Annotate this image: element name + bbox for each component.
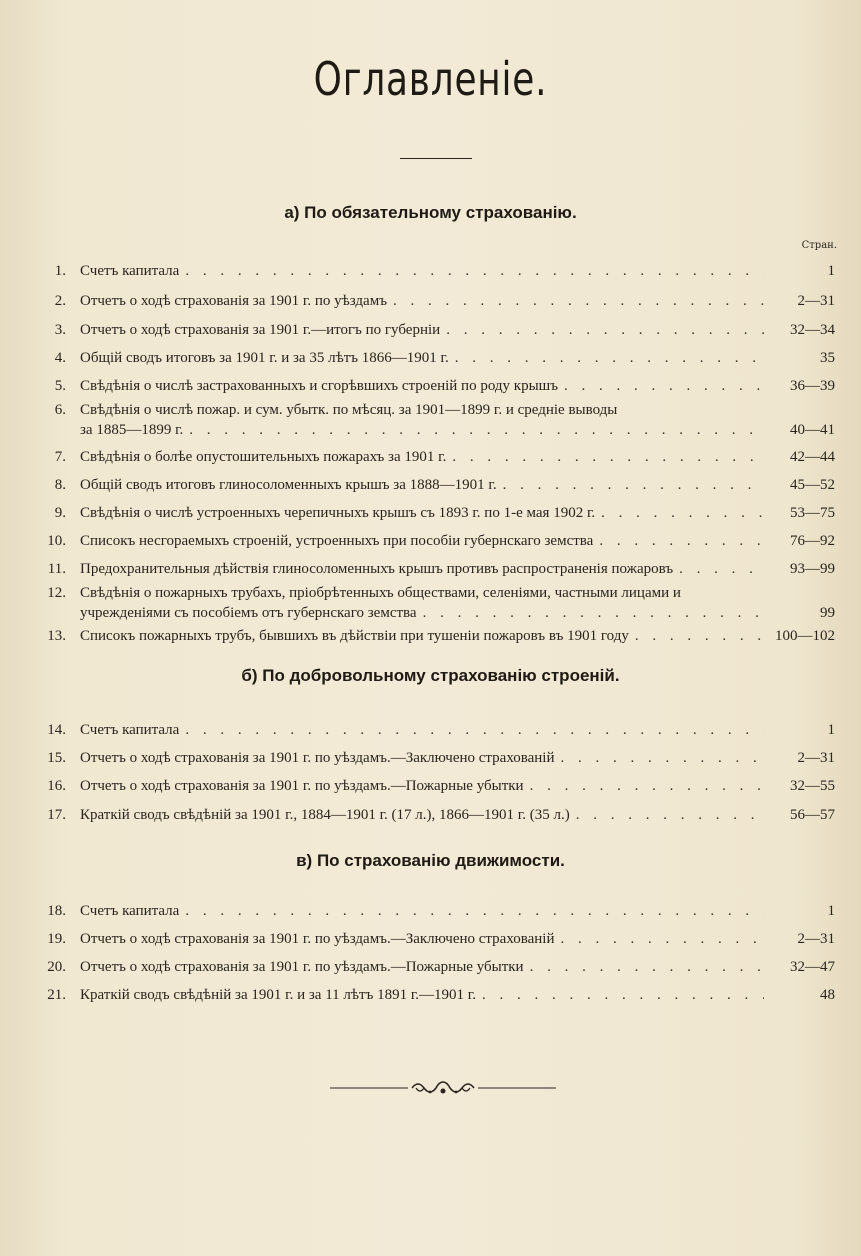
section-heading: б) По добровольному страхованію строеній. [241,666,620,685]
entry-title: Отчетъ о ходѣ страхованія за 1901 г. по уѣздамъ.—Заключено страхованій [80,750,555,766]
page-column-header: Стран. [801,240,837,251]
entry-title-line [80,584,764,603]
dot-leader [183,421,764,440]
page-reference: 53—75 [790,505,835,521]
dot-leader [497,476,764,495]
dot-leader [593,532,764,551]
entry-title-line [80,721,764,740]
entry-title-line [80,349,764,368]
page-reference: 1 [827,722,835,738]
entry-number: 15. [47,750,66,766]
page-reference: 76—92 [790,533,835,549]
entry-title-line [80,958,764,977]
entry-title: Краткій сводъ свѣдѣній за 1901 г., 1884—1901 г. (17 л.), 1866—1901 г. (35 л.) [80,807,570,823]
page-reference: 35 [820,350,835,366]
entry-number: 13. [47,628,66,644]
entry-title: Отчетъ о ходѣ страхованія за 1901 г. по уѣздамъ.—Пожарные убытки [80,959,524,975]
entry-title: Отчетъ о ходѣ страхованія за 1901 г. по уѣздамъ [80,293,387,309]
page-reference: 99 [820,605,835,621]
entry-title-line [80,321,764,340]
dot-leader [417,604,764,623]
entry-title: Списокъ несгораемыхъ строеній, устроенныхъ при пособіи губернскаго земства [80,533,594,549]
entry-title-line [80,777,764,796]
entry-title-line [80,448,764,467]
dot-leader [387,292,764,311]
entry-title: Свѣдѣнія о числѣ пожар. и сум. убытк. по мѣсяц. за 1901—1899 г. и средніе выводы [80,402,618,418]
page-reference: 45—52 [790,477,835,493]
entry-title: Отчетъ о ходѣ страхованія за 1901 г. по уѣздамъ.—Пожарные убытки [80,778,524,794]
entry-number: 10. [47,533,66,549]
entry-title: Краткій сводъ свѣдѣній за 1901 г. и за 11 лѣтъ 1891 г.—1901 г. [80,987,476,1003]
ornament-divider-icon [330,1078,556,1100]
page-reference: 32—55 [790,778,835,794]
dot-leader [179,262,764,281]
page-reference: 42—44 [790,449,835,465]
dot-leader [570,806,764,825]
entry-title: Отчетъ о ходѣ страхованія за 1901 г.—итогъ по губерніи [80,322,441,338]
entry-title: Свѣдѣнія о числѣ застрахованныхъ и сгорѣвшихъ строеній по роду крышъ [80,378,558,394]
entry-title-line [80,292,764,311]
entry-number: 20. [47,959,66,975]
entry-title: Счетъ капитала [80,903,180,919]
entry-number: 8. [54,477,66,493]
entry-title-line [80,262,764,281]
entry-number: 7. [54,449,66,465]
dot-leader [595,504,764,523]
section-heading: в) По страхованію движимости. [296,851,565,870]
entry-number: 1. [54,263,66,279]
dot-leader [179,721,764,740]
page-reference: 2—31 [797,931,835,947]
entry-title: Предохранительныя дѣйствія глиносоломенныхъ крышъ противъ распространенія пожаровъ [80,561,674,577]
page-reference: 1 [827,903,835,919]
entry-title-line [80,560,764,579]
entry-number: 6. [54,402,66,418]
entry-title-line [80,986,764,1005]
entry-number: 16. [47,778,66,794]
title-divider [400,158,472,159]
dot-leader [558,377,764,396]
dot-leader [449,349,764,368]
page-reference: 1 [827,263,835,279]
page-reference: 48 [820,987,835,1003]
entry-number: 19. [47,931,66,947]
entry-number: 5. [54,378,66,394]
entry-title-line [80,476,764,495]
entry-number: 18. [47,903,66,919]
page-reference: 32—47 [790,959,835,975]
dot-leader [555,749,764,768]
entry-title-line [80,377,764,396]
entry-number: 4. [54,350,66,366]
page-reference: 100—102 [775,628,835,644]
entry-title: Свѣдѣнія о болѣе опустошительныхъ пожарахъ за 1901 г. [80,449,447,465]
entry-title: Счетъ капитала [80,722,180,738]
dot-leader [440,321,764,340]
entry-number: 21. [47,987,66,1003]
entry-title: Отчетъ о ходѣ страхованія за 1901 г. по уѣздамъ.—Заключено страхованій [80,931,555,947]
dot-leader [179,902,764,921]
entry-title-continuation: за 1885—1899 г. [80,422,184,438]
entry-title-line [80,421,764,440]
dot-leader [629,627,764,646]
page-reference: 2—31 [797,293,835,309]
entry-title-line [80,627,764,646]
dot-leader [673,560,764,579]
page-reference: 56—57 [790,807,835,823]
dot-leader [524,958,764,977]
entry-title: Свѣдѣнія о числѣ устроенныхъ черепичныхъ крышъ съ 1893 г. по 1-е мая 1902 г. [80,505,596,521]
page-reference: 2—31 [797,750,835,766]
entry-title-line [80,604,764,623]
page-reference: 93—99 [790,561,835,577]
section-heading: а) По обязательному страхованію. [284,203,577,222]
entry-number: 12. [47,585,66,601]
entry-title-line [80,504,764,523]
page-reference: 40—41 [790,422,835,438]
dot-leader [446,448,764,467]
dot-leader [524,777,764,796]
entry-title: Общій сводъ итоговъ за 1901 г. и за 35 лѣтъ 1866—1901 г. [80,350,449,366]
entry-title-line [80,749,764,768]
entry-title: Общій сводъ итоговъ глиносоломенныхъ крышъ за 1888—1901 г. [80,477,497,493]
page-title: Оглавленіе. [313,52,548,106]
entry-number: 14. [47,722,66,738]
entry-title-line [80,930,764,949]
entry-number: 11. [47,561,66,577]
entry-title-line [80,806,764,825]
dot-leader [476,986,764,1005]
entry-number: 9. [54,505,66,521]
entry-title-line [80,532,764,551]
entry-title: Счетъ капитала [80,263,180,279]
entry-number: 2. [54,293,66,309]
page-reference: 36—39 [790,378,835,394]
dot-leader [555,930,764,949]
page-reference: 32—34 [790,322,835,338]
entry-title: Списокъ пожарныхъ трубъ, бывшихъ въ дѣйствіи при тушеніи пожаровъ въ 1901 году [80,628,629,644]
entry-number: 17. [47,807,66,823]
entry-title: Свѣдѣнія о пожарныхъ трубахъ, пріобрѣтенныхъ обществами, селеніями, частными лицами и [80,585,681,601]
entry-title-continuation: учрежденіями съ пособіемъ отъ губернскаго земства [80,605,417,621]
entry-title-line [80,401,764,420]
entry-number: 3. [54,322,66,338]
entry-title-line [80,902,764,921]
